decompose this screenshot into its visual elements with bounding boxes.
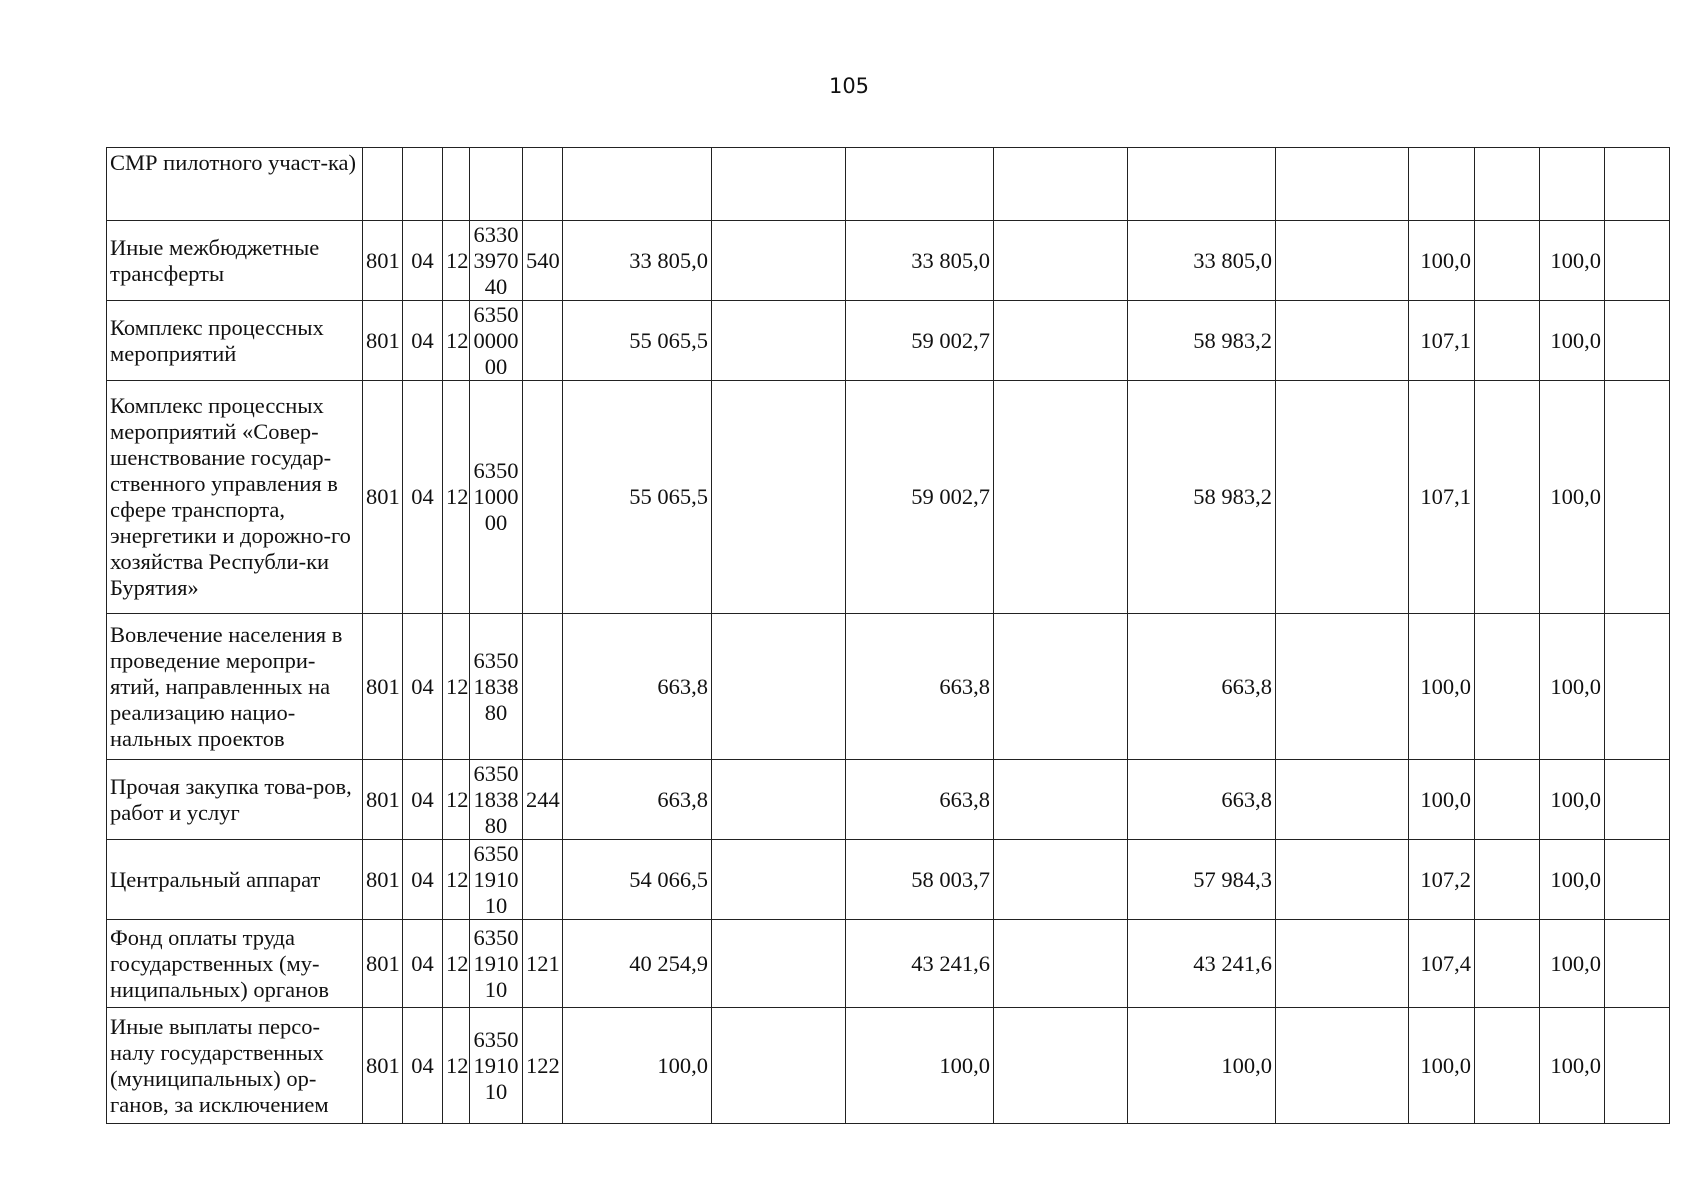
grbs-cell: 801: [363, 301, 403, 381]
value-cell: [994, 760, 1128, 840]
pr-cell: 12: [443, 760, 470, 840]
executed-cell: 100,0: [1128, 1008, 1276, 1124]
table-row: [107, 1008, 1670, 1124]
approved-cell: 663,8: [846, 760, 994, 840]
plan-cell: 54 066,5: [563, 840, 712, 920]
percent-cell: 107,1: [1409, 381, 1475, 614]
value-cell: [712, 760, 846, 840]
plan-cell: 40 254,9: [563, 920, 712, 1008]
rz-cell: 04: [403, 840, 443, 920]
csr-cell: 6350183880: [470, 614, 523, 760]
csr-cell: 6350191010: [470, 1008, 523, 1124]
value-cell: [994, 1008, 1128, 1124]
value-cell: [1475, 148, 1540, 221]
value-cell: [1605, 840, 1670, 920]
value-cell: [1605, 148, 1670, 221]
value-cell: [1475, 1008, 1540, 1124]
value-cell: [712, 614, 846, 760]
value-cell: [1475, 614, 1540, 760]
percent-cell: 107,4: [1409, 920, 1475, 1008]
percent-cell: 100,0: [1540, 221, 1605, 301]
table-row: [107, 920, 1670, 1008]
percent-cell: [1409, 148, 1475, 221]
approved-cell: 100,0: [846, 1008, 994, 1124]
value-cell: [1605, 221, 1670, 301]
approved-cell: 59 002,7: [846, 381, 994, 614]
executed-cell: 43 241,6: [1128, 920, 1276, 1008]
vr-cell: 121: [523, 920, 563, 1008]
value-cell: [1475, 381, 1540, 614]
vr-cell: 540: [523, 221, 563, 301]
executed-cell: 663,8: [1128, 614, 1276, 760]
approved-cell: 663,8: [846, 614, 994, 760]
value-cell: [1276, 301, 1409, 381]
grbs-cell: 801: [363, 381, 403, 614]
value-cell: [994, 920, 1128, 1008]
grbs-cell: [363, 148, 403, 221]
value-cell: [712, 920, 846, 1008]
plan-cell: 33 805,0: [563, 221, 712, 301]
value-cell: [1605, 301, 1670, 381]
grbs-cell: 801: [363, 840, 403, 920]
value-cell: [1276, 148, 1409, 221]
value-cell: [1605, 760, 1670, 840]
percent-cell: 100,0: [1540, 381, 1605, 614]
rz-cell: 04: [403, 381, 443, 614]
executed-cell: [1128, 148, 1276, 221]
rz-cell: 04: [403, 760, 443, 840]
percent-cell: 100,0: [1540, 760, 1605, 840]
pr-cell: 12: [443, 381, 470, 614]
value-cell: [1605, 1008, 1670, 1124]
rz-cell: 04: [403, 301, 443, 381]
row-name: СМР пилотного участ-ка): [107, 148, 363, 221]
percent-cell: 100,0: [1540, 1008, 1605, 1124]
rz-cell: 04: [403, 1008, 443, 1124]
value-cell: [1475, 301, 1540, 381]
percent-cell: 107,2: [1409, 840, 1475, 920]
grbs-cell: 801: [363, 920, 403, 1008]
value-cell: [1475, 840, 1540, 920]
plan-cell: 100,0: [563, 1008, 712, 1124]
value-cell: [1475, 221, 1540, 301]
vr-cell: 244: [523, 760, 563, 840]
vr-cell: 122: [523, 1008, 563, 1124]
table-row: [107, 301, 1670, 381]
csr-cell: 6350191010: [470, 920, 523, 1008]
plan-cell: 55 065,5: [563, 301, 712, 381]
pr-cell: 12: [443, 920, 470, 1008]
approved-cell: 33 805,0: [846, 221, 994, 301]
value-cell: [712, 221, 846, 301]
percent-cell: 107,1: [1409, 301, 1475, 381]
value-cell: [994, 381, 1128, 614]
percent-cell: 100,0: [1540, 614, 1605, 760]
plan-cell: [563, 148, 712, 221]
executed-cell: 663,8: [1128, 760, 1276, 840]
executed-cell: 33 805,0: [1128, 221, 1276, 301]
value-cell: [712, 840, 846, 920]
value-cell: [1475, 760, 1540, 840]
row-name: Комплекс процессных мероприятий «Совер-шенствование государ-ственного управления в сфере транспорта, энергетики и дорожно-го хозяйства Республи-ки Бурятия»: [107, 381, 363, 614]
approved-cell: 43 241,6: [846, 920, 994, 1008]
value-cell: [1605, 920, 1670, 1008]
plan-cell: 663,8: [563, 614, 712, 760]
row-name: Комплекс процессных мероприятий: [107, 301, 363, 381]
row-name: Вовлечение населения в проведение меропри-ятий, направленных на реализацию нацио-нальных проектов: [107, 614, 363, 760]
percent-cell: 100,0: [1409, 221, 1475, 301]
vr-cell: [523, 301, 563, 381]
value-cell: [712, 1008, 846, 1124]
percent-cell: 100,0: [1540, 840, 1605, 920]
plan-cell: 663,8: [563, 760, 712, 840]
rz-cell: 04: [403, 614, 443, 760]
executed-cell: 57 984,3: [1128, 840, 1276, 920]
percent-cell: 100,0: [1540, 920, 1605, 1008]
vr-cell: [523, 614, 563, 760]
row-name: Фонд оплаты труда государственных (му-ниципальных) органов: [107, 920, 363, 1008]
table-row: [107, 148, 1670, 221]
csr-cell: 6330397040: [470, 221, 523, 301]
budget-table: [106, 147, 1670, 1124]
pr-cell: 12: [443, 301, 470, 381]
plan-cell: 55 065,5: [563, 381, 712, 614]
percent-cell: 100,0: [1409, 614, 1475, 760]
percent-cell: 100,0: [1409, 1008, 1475, 1124]
pr-cell: [443, 148, 470, 221]
page-number: 105: [828, 74, 870, 98]
value-cell: [1605, 614, 1670, 760]
percent-cell: 100,0: [1540, 301, 1605, 381]
value-cell: [1276, 1008, 1409, 1124]
value-cell: [994, 221, 1128, 301]
row-name: Иные выплаты персо-налу государственных (муниципальных) ор-ганов, за исключением: [107, 1008, 363, 1124]
pr-cell: 12: [443, 221, 470, 301]
value-cell: [1276, 840, 1409, 920]
approved-cell: 58 003,7: [846, 840, 994, 920]
approved-cell: [846, 148, 994, 221]
pr-cell: 12: [443, 840, 470, 920]
value-cell: [1276, 760, 1409, 840]
rz-cell: [403, 148, 443, 221]
csr-cell: 6350000000: [470, 301, 523, 381]
table-row: [107, 381, 1670, 614]
value-cell: [1475, 920, 1540, 1008]
value-cell: [1276, 920, 1409, 1008]
value-cell: [994, 301, 1128, 381]
table-row: [107, 221, 1670, 301]
csr-cell: [470, 148, 523, 221]
csr-cell: 6350183880: [470, 760, 523, 840]
vr-cell: [523, 381, 563, 614]
table-row: [107, 614, 1670, 760]
pr-cell: 12: [443, 614, 470, 760]
percent-cell: 100,0: [1409, 760, 1475, 840]
value-cell: [994, 840, 1128, 920]
value-cell: [1276, 614, 1409, 760]
percent-cell: [1540, 148, 1605, 221]
table-row: [107, 840, 1670, 920]
row-name: Иные межбюджетные трансферты: [107, 221, 363, 301]
row-name: Прочая закупка това-ров, работ и услуг: [107, 760, 363, 840]
csr-cell: 6350100000: [470, 381, 523, 614]
budget-table-body: [107, 148, 1670, 1124]
executed-cell: 58 983,2: [1128, 381, 1276, 614]
value-cell: [712, 301, 846, 381]
csr-cell: 6350191010: [470, 840, 523, 920]
rz-cell: 04: [403, 221, 443, 301]
value-cell: [1605, 381, 1670, 614]
value-cell: [994, 148, 1128, 221]
rz-cell: 04: [403, 920, 443, 1008]
value-cell: [712, 148, 846, 221]
vr-cell: [523, 840, 563, 920]
pr-cell: 12: [443, 1008, 470, 1124]
grbs-cell: 801: [363, 1008, 403, 1124]
grbs-cell: 801: [363, 221, 403, 301]
executed-cell: 58 983,2: [1128, 301, 1276, 381]
vr-cell: [523, 148, 563, 221]
row-name: Центральный аппарат: [107, 840, 363, 920]
table-row: [107, 760, 1670, 840]
value-cell: [1276, 381, 1409, 614]
value-cell: [1276, 221, 1409, 301]
value-cell: [712, 381, 846, 614]
grbs-cell: 801: [363, 760, 403, 840]
value-cell: [994, 614, 1128, 760]
grbs-cell: 801: [363, 614, 403, 760]
approved-cell: 59 002,7: [846, 301, 994, 381]
